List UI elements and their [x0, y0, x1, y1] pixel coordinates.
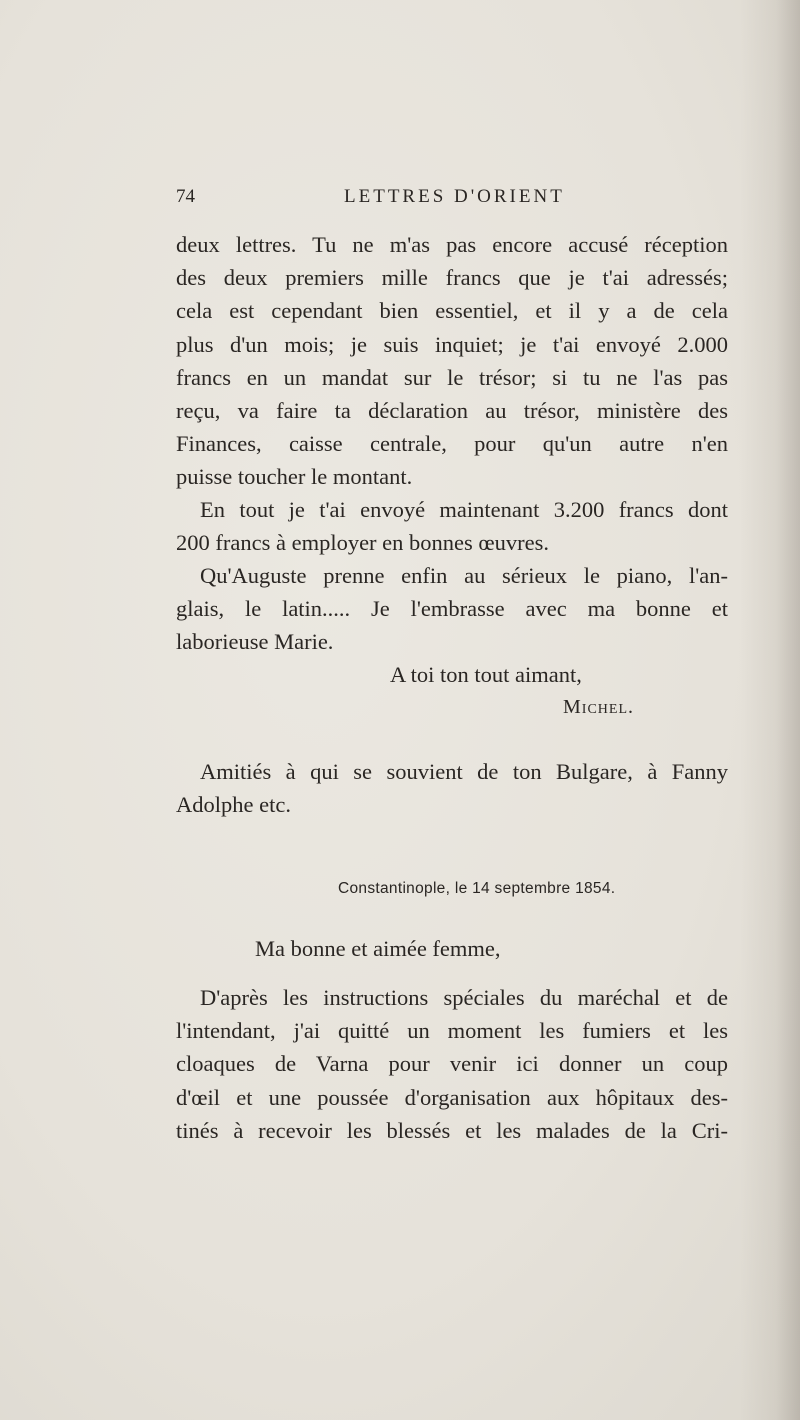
paragraph-3: [176, 559, 728, 659]
letter-signature: Michel.: [563, 696, 634, 718]
text-line: Qu'Auguste prenne enfin au sérieux le piano, l'an-: [200, 563, 728, 588]
text-line: 200 francs à employer en bonnes œuvres.: [176, 530, 550, 556]
text-line: cloaques de Varna pour venir ici donner un coup: [176, 1051, 728, 1077]
text-line: cela est cependant bien essentiel, et il y a de cela: [176, 298, 728, 324]
text-line: En tout je t'ai envoyé maintenant 3.200 francs dont: [200, 497, 728, 522]
text-line: glais, le latin..... Je l'embrasse avec ma bonne et: [176, 596, 728, 622]
text-line: Finances, caisse centrale, pour qu'un autre n'en: [176, 431, 728, 457]
postscript: [176, 755, 728, 821]
text-line: plus d'un mois; je suis inquiet; je t'ai envoyé 2.000: [176, 331, 728, 357]
text-line: francs en un mandat sur le trésor; si tu ne l'as pas: [176, 364, 728, 390]
text-line: Adolphe etc.: [176, 792, 291, 818]
paragraph-1: [176, 228, 728, 494]
text-line: des deux premiers mille francs que je t'ai adressés;: [176, 265, 728, 291]
text-line: l'intendant, j'ai quitté un moment les fumiers et les: [176, 1018, 728, 1044]
text-line: deux lettres. Tu ne m'as pas encore accusé réception: [176, 232, 728, 257]
letter-closing: A toi ton tout aimant,: [390, 662, 582, 687]
text-line: laborieuse Marie.: [176, 629, 334, 655]
running-header: [176, 186, 728, 216]
text-line: tinés à recevoir les blessés et les malades de la Cri-: [176, 1117, 728, 1143]
letter-salutation: Ma bonne et aimée femme,: [255, 936, 501, 961]
paragraph-5: [176, 981, 728, 1147]
page-edge-shadow: [740, 0, 800, 1420]
text-line: reçu, va faire ta déclaration au trésor, ministère des: [176, 397, 728, 423]
letter-dateline: Constantinople, le 14 septembre 1854.: [338, 880, 616, 897]
text-line: D'après les instructions spéciales du maréchal et de: [200, 985, 728, 1010]
running-title: LETTRES D'ORIENT: [344, 186, 565, 207]
text-line: d'œil et une poussée d'organisation aux hôpitaux des-: [176, 1084, 728, 1110]
paragraph-2: [176, 493, 728, 559]
text-line: puisse toucher le montant.: [176, 464, 413, 490]
text-line: Amitiés à qui se souvient de ton Bulgare, à Fanny: [200, 759, 728, 784]
page-number: 74: [176, 186, 195, 207]
